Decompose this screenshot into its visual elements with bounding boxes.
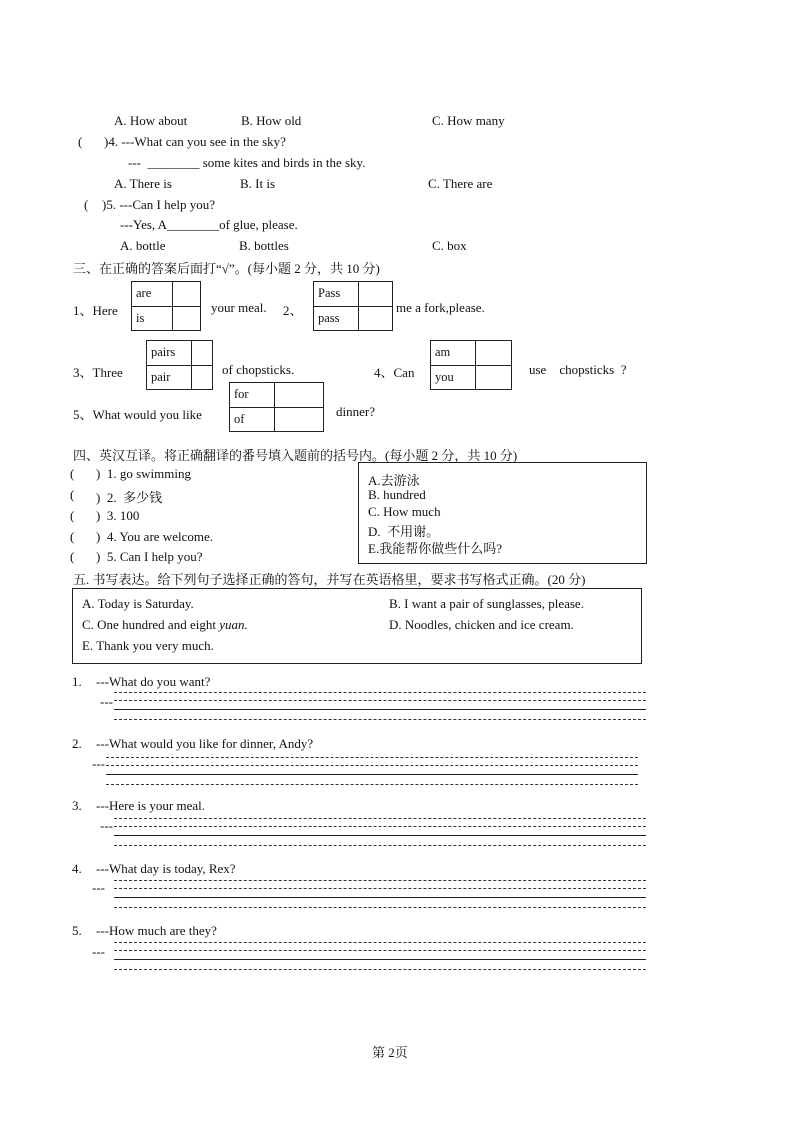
p4-option-d: D. 不用谢。 bbox=[368, 524, 440, 539]
p5-option-e: E. Thank you very much. bbox=[82, 638, 214, 653]
p3-item5-check1[interactable] bbox=[275, 383, 324, 408]
q4-option-a: A. There is bbox=[114, 176, 172, 191]
q5-option-a: A. bottle bbox=[120, 238, 166, 253]
p4-item4-text: ) 4. You are welcome. bbox=[96, 529, 213, 544]
p5-q1-num: 1. bbox=[72, 674, 82, 689]
p5-q2-dash: --- bbox=[92, 756, 105, 771]
p4-option-a: A.去游泳 bbox=[368, 473, 420, 488]
p3-item4-check2[interactable] bbox=[476, 365, 512, 390]
p5-option-c: C. One hundred and eight yuan. bbox=[82, 617, 248, 632]
q5-paren: ( bbox=[84, 197, 89, 212]
p3-item3-opt1: pairs bbox=[147, 341, 192, 366]
p3-item4-pre: 4、Can bbox=[374, 365, 415, 380]
q3-option-b: B. How old bbox=[241, 113, 302, 128]
p3-item5-check2[interactable] bbox=[275, 407, 324, 432]
page-number: 第 2页 bbox=[372, 1045, 408, 1060]
p4-option-b: B. hundred bbox=[368, 487, 426, 502]
p5-q2-num: 2. bbox=[72, 736, 82, 751]
p3-item3-check2[interactable] bbox=[192, 365, 213, 390]
p4-item2-text: ) 2. 多少钱 bbox=[96, 490, 163, 505]
p3-item2-check2[interactable] bbox=[359, 306, 393, 331]
p5-q3-text: ---Here is your meal. bbox=[96, 798, 206, 813]
p3-item3-pre: 3、Three bbox=[73, 365, 123, 380]
p4-item3-paren[interactable]: ( bbox=[70, 508, 75, 523]
p5-q3-num: 3. bbox=[72, 798, 82, 813]
p3-item5-pre: 5、What would you like bbox=[73, 407, 202, 422]
p3-item4-opt2: you bbox=[431, 365, 476, 390]
p3-item5-choice-table bbox=[229, 382, 324, 432]
p4-item5-text: ) 5. Can I help you? bbox=[96, 549, 203, 564]
part5-heading: 五. 书写表达。给下列句子选择正确的答句，并写在英语格里，要求书写格式正确。(20 分) bbox=[73, 572, 586, 587]
q3-option-a: A. How about bbox=[114, 113, 188, 128]
q4-option-b: B. It is bbox=[240, 176, 276, 191]
p4-option-e: E.我能帮你做些什么吗? bbox=[368, 541, 502, 556]
p5-q1-dash: --- bbox=[100, 694, 113, 709]
p5-q2-text: ---What would you like for dinner, Andy? bbox=[96, 736, 314, 751]
p5-option-d: D. Noodles, chicken and ice cream. bbox=[389, 617, 574, 632]
p4-item3-text: ) 3. 100 bbox=[96, 508, 140, 523]
p3-item1-check2[interactable] bbox=[173, 306, 201, 331]
p3-item2-opt2: pass bbox=[314, 306, 359, 331]
p4-item1-paren[interactable]: ( bbox=[70, 466, 75, 481]
p3-item2-pre: 2、 bbox=[283, 303, 303, 318]
p3-item5-opt2: of bbox=[230, 407, 275, 432]
p3-item2-opt1: Pass bbox=[314, 282, 359, 307]
p3-item2-post: me a fork,please. bbox=[396, 300, 485, 315]
p5-q4-num: 4. bbox=[72, 861, 82, 876]
p5-q5-num: 5. bbox=[72, 923, 82, 938]
p5-option-b: B. I want a pair of sunglasses, please. bbox=[389, 596, 584, 611]
p4-item1-text: ) 1. go swimming bbox=[96, 466, 191, 481]
p3-item3-check1[interactable] bbox=[192, 341, 213, 366]
q5-answer: ---Yes, A________of glue, please. bbox=[120, 217, 298, 232]
p3-item5-post: dinner? bbox=[336, 404, 375, 419]
p3-item4-opt1: am bbox=[431, 341, 476, 366]
p5-q5-dash: --- bbox=[92, 944, 105, 959]
p3-item1-post: your meal. bbox=[211, 300, 267, 315]
q4-paren: ( bbox=[78, 134, 83, 149]
part4-heading: 四、英汉互译。将正确翻译的番号填入题前的括号内。(每小题 2 分，共 10 分) bbox=[73, 448, 518, 463]
p5-q1-text: ---What do you want? bbox=[96, 674, 211, 689]
part3-heading: 三、在正确的答案后面打“√”。(每小题 2 分，共 10 分) bbox=[73, 261, 380, 276]
p3-item1-pre: 1、Here bbox=[73, 303, 118, 318]
q5-option-b: B. bottles bbox=[239, 238, 289, 253]
p3-item3-choice-table bbox=[146, 340, 213, 390]
q5-option-c: C. box bbox=[432, 238, 467, 253]
p3-item2-choice-table bbox=[313, 281, 393, 331]
p3-item2-check1[interactable] bbox=[359, 282, 393, 307]
p4-item5-paren[interactable]: ( bbox=[70, 549, 75, 564]
p3-item4-post: use chopsticks ? bbox=[529, 362, 627, 377]
p5-option-a: A. Today is Saturday. bbox=[82, 596, 194, 611]
p3-item1-opt2: is bbox=[132, 306, 173, 331]
p3-item5-opt1: for bbox=[230, 383, 275, 408]
p3-item3-post: of chopsticks. bbox=[222, 362, 295, 377]
p4-item4-paren[interactable]: ( bbox=[70, 529, 75, 544]
p3-item1-choice-table bbox=[131, 281, 201, 331]
p3-item3-opt2: pair bbox=[147, 365, 192, 390]
q4-option-c: C. There are bbox=[428, 176, 493, 191]
p5-q5-text: ---How much are they? bbox=[96, 923, 217, 938]
q4-question: )4. ---What can you see in the sky? bbox=[104, 134, 286, 149]
q4-answer: --- ________ some kites and birds in the sky. bbox=[128, 155, 366, 170]
p5-q3-dash: --- bbox=[100, 818, 113, 833]
q5-question: )5. ---Can I help you? bbox=[102, 197, 215, 212]
p3-item1-opt1: are bbox=[132, 282, 173, 307]
p5-q4-dash: --- bbox=[92, 880, 105, 895]
p3-item4-check1[interactable] bbox=[476, 341, 512, 366]
p4-option-c: C. How much bbox=[368, 504, 441, 519]
p3-item4-choice-table bbox=[430, 340, 512, 390]
p5-q4-text: ---What day is today, Rex? bbox=[96, 861, 236, 876]
p3-item1-check1[interactable] bbox=[173, 282, 201, 307]
q3-option-c: C. How many bbox=[432, 113, 505, 128]
p4-item2-paren[interactable]: ( bbox=[70, 487, 75, 502]
